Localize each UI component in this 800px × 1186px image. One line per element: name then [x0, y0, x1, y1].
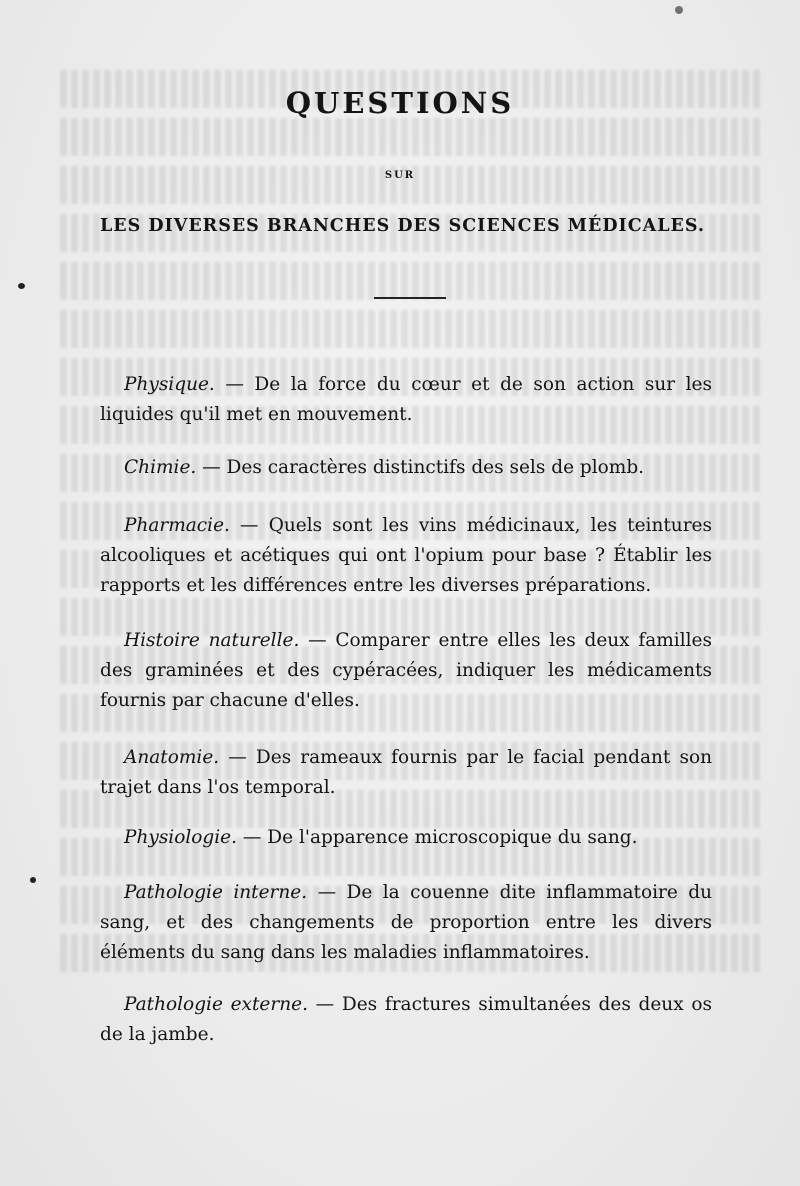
question-label: Physique. [124, 374, 215, 395]
question-text: — De l'apparence microscopique du sang. [237, 827, 638, 848]
question-text: — Des fractures simultanées des deux os de la jambe. [100, 994, 712, 1045]
ink-spot [18, 283, 25, 289]
question-anatomie [100, 743, 712, 803]
divider [374, 297, 446, 299]
ink-spot [675, 6, 683, 14]
question-histoire-naturelle [100, 626, 712, 716]
question-label: Pharmacie. [124, 515, 230, 536]
question-text: — Comparer entre elles les deux familles des graminées et des cypéracées, indiquer les médicaments fournis par chacune d'elles. [100, 630, 712, 711]
question-text: — De la couenne dite inflammatoire du sang, et des changements de proportion entre les divers éléments du sang dans les maladies inflammatoires. [100, 882, 713, 963]
question-label: Pathologie interne. [124, 882, 308, 903]
question-text: — De la force du cœur et de son action sur les liquides qu'il met en mouvement. [100, 374, 712, 425]
sur-label: SUR [384, 170, 416, 181]
question-chimie [100, 453, 712, 483]
question-label: Chimie. [124, 457, 197, 478]
question-label: Pathologie externe. [124, 994, 308, 1015]
question-pathologie-interne [100, 878, 712, 968]
question-label: Histoire naturelle. [124, 630, 300, 651]
question-physique [100, 370, 712, 430]
ink-spot [30, 877, 36, 883]
question-text: — Des rameaux fournis par le facial pendant son trajet dans l'os temporal. [100, 747, 712, 798]
page-title: QUESTIONS [285, 86, 515, 120]
question-physiologie [100, 823, 712, 853]
question-text: — Des caractères distinctifs des sels de plomb. [196, 457, 645, 478]
question-label: Physiologie. [124, 827, 238, 848]
question-pathologie-externe [100, 990, 712, 1050]
page-subtitle: LES DIVERSES BRANCHES DES SCIENCES MÉDICALES. [100, 216, 705, 236]
question-text: — Quels sont les vins médicinaux, les teintures alcooliques et acétiques qui ont l'opium pour base ? Établir les rapports et les différences entre les diverses préparations. [100, 515, 712, 596]
question-pharmacie [100, 511, 712, 601]
question-label: Anatomie. [124, 747, 220, 768]
